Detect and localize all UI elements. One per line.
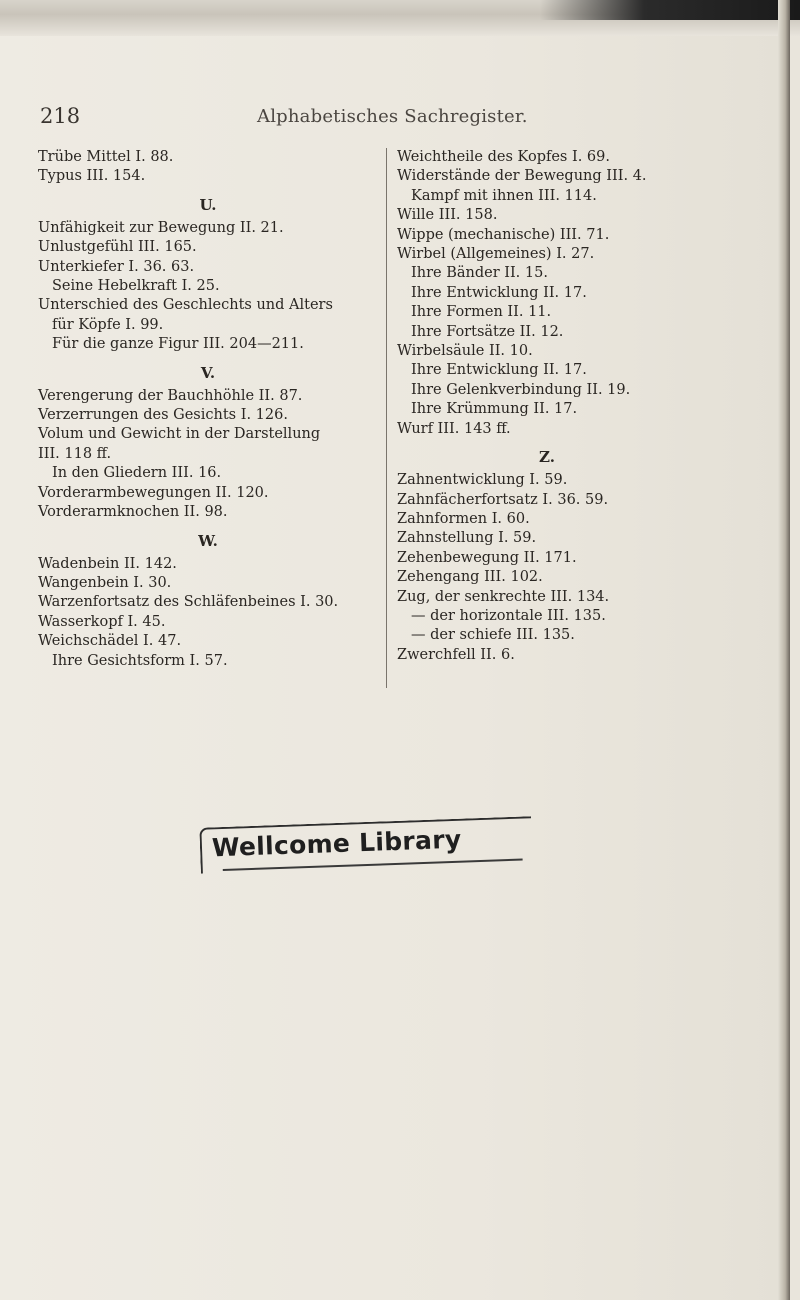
index-subentry: Ihre Krümmung II. 17. [411,401,578,418]
index-entry: Zahnentwicklung I. 59. [397,472,568,489]
index-entry: Wirbel (Allgemeines) I. 27. [397,246,595,263]
index-entry: Zahnfächerfortsatz I. 36. 59. [397,491,609,508]
index-entry: Zahnstellung I. 59. [397,530,537,547]
index-entry: Trübe Mittel I. 88. [38,149,174,165]
index-entry: Verzerrungen des Gesichts I. 126. [38,407,288,424]
section-letter: U. [199,195,217,214]
index-subentry: Für die ganze Figur III. 204—211. [52,336,304,353]
index-entry: Wurf III. 143 ff. [397,420,511,437]
index-subentry: Ihre Entwicklung II. 17. [411,284,587,301]
index-subentry: Ihre Gesichtsform I. 57. [52,652,228,669]
index-subentry: Seine Hebelkraft I. 25. [52,278,220,295]
index-column-left [38,148,378,671]
index-entry: Wangenbein I. 30. [38,574,172,591]
section-letter: V. [200,363,216,382]
index-subentry: Ihre Entwicklung II. 17. [411,362,587,379]
index-subentry: In den Gliedern III. 16. [52,465,222,482]
index-entry: Vorderarmknochen II. 98. [38,504,228,521]
scan-top-edge [0,0,800,36]
index-entry: Unterschied des Geschlechts und Alters [38,297,333,314]
index-entry: Unfähigkeit zur Bewegung II. 21. [38,219,284,236]
index-entry-continuation: für Köpfe I. 99. [52,316,164,333]
index-entry: Typus III. 154. [38,168,146,185]
index-entry: Wirbelsäule II. 10. [397,343,533,360]
index-subentry: Ihre Bänder II. 15. [411,265,548,282]
index-entry: Wasserkopf I. 45. [38,613,166,630]
index-entry: Warzenfortsatz des Schläfenbeines I. 30. [38,594,339,611]
column-divider [386,148,387,688]
index-entry: Verengerung der Bauchhöhle II. 87. [38,387,303,404]
index-entry: Zahnformen I. 60. [397,510,530,527]
index-entry: Unlustgefühl III. 165. [38,239,197,256]
index-entry: Wadenbein II. 142. [38,555,177,572]
index-entry: Weichtheile des Kopfes I. 69. [397,149,610,165]
index-entry: III. 118 ff. [38,445,112,462]
index-subentry: Ihre Formen II. 11. [411,304,552,321]
page-header [40,104,760,134]
index-entry: Wippe (mechanische) III. 71. [397,226,610,243]
index-subentry: Ihre Fortsätze II. 12. [411,323,564,340]
index-entry: Wille III. 158. [397,207,498,224]
index-entry-continuation: Kampf mit ihnen III. 114. [411,187,597,204]
index-entry: Zwerchfell II. 6. [397,646,515,663]
library-stamp [199,816,532,874]
running-head: Alphabetisches Sachregister. [257,106,528,127]
index-subentry: — der schiefe III. 135. [411,627,575,644]
section-letter: Z. [539,448,555,467]
index-entry: Weichschädel I. 47. [38,633,182,650]
index-entry: Vorderarmbewegungen II. 120. [38,484,269,501]
index-subentry: — der horizontale III. 135. [411,607,606,624]
index-entry: Zug, der senkrechte III. 134. [397,588,610,605]
section-letter: W. [198,531,218,550]
index-entry: Volum und Gewicht in der Darstellung [38,426,321,443]
index-subentry: Ihre Gelenkverbindung II. 19. [411,381,631,398]
index-entry: Zehengang III. 102. [397,569,543,586]
page-number: 218 [40,104,81,128]
index-entry: Unterkiefer I. 36. 63. [38,258,195,275]
index-column-right [397,148,782,665]
library-stamp-text: Wellcome Library [211,824,462,863]
index-entry: Widerstände der Bewegung III. 4. [397,168,647,185]
index-entry: Zehenbewegung II. 171. [397,549,577,566]
